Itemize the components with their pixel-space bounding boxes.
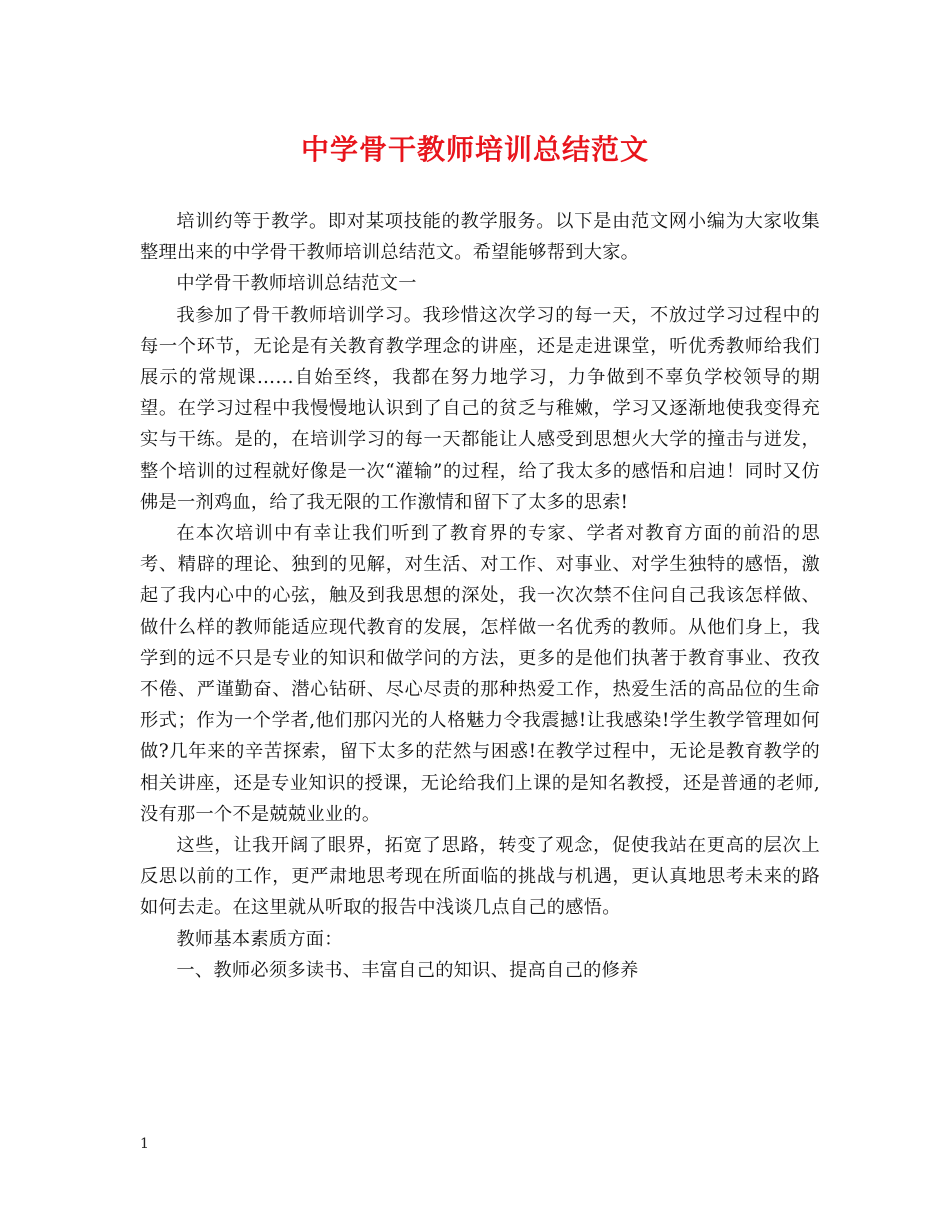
paragraph-intro: 培训约等于教学。即对某项技能的教学服务。以下是由范文网小编为大家收集整理出来的中学骨干教师培训总结范文。希望能够帮到大家。 bbox=[140, 211, 820, 264]
document-title: 中学骨干教师培训总结范文 bbox=[300, 133, 649, 166]
paragraph-3: 这些，让我开阔了眼界，拓宽了思路，转变了观念，促使我站在更高的层次上反思以前的工作，更严肃地思考现在所面临的挑战与机遇，更认真地思考未来的路如何去走。在这里就从听取的报告中浅谈几点自己的感悟。 bbox=[140, 835, 820, 919]
page-number: 1 bbox=[140, 1136, 149, 1152]
paragraph-2: 在本次培训中有幸让我们听到了教育界的专家、学者对教育方面的前沿的思考、精辟的理论、独到的见解，对生活、对工作、对事业、对学生独特的感悟，激起了我内心中的心弦，触及到我思想的深处，我一次次禁不住问自己我该怎样做、做什么样的教师能适应现代教育的发展，怎样做一名优秀的教师。从他们身上，我学到的远不只是专业的知识和做学问的方法，更多的是他们执著于教育事业、孜孜不倦、严谨勤奋、潜心钻研、尽心尽责的那种热爱工作，热爱生活的高品位的生命形式；作为一个学者,他们那闪光的人格魅力令我震撼!让我感染!学生教学管理如何做?几年来的辛苦探索，留下太多的茫然与困惑!在教学过程中，无论是教育教学的相关讲座，还是专业知识的授课，无论给我们上课的是知名教授，还是普通的老师,没有那一个不是兢兢业业的。 bbox=[140, 523, 820, 825]
section-heading: 中学骨干教师培训总结范文一 bbox=[176, 273, 417, 295]
subsection-heading: 教师基本素质方面： bbox=[176, 928, 343, 950]
document-body bbox=[140, 206, 820, 986]
list-item-heading: 一、教师必须多读书、丰富自己的知识、提高自己的修养 bbox=[176, 959, 639, 981]
paragraph-1: 我参加了骨干教师培训学习。我珍惜这次学习的每一天，不放过学习过程中的每一个环节，无论是有关教育教学理念的讲座，还是走进课堂，听优秀教师给我们展示的常规课……自始至终，我都在努力地学习，力争做到不辜负学校领导的期望。在学习过程中我慢慢地认识到了自己的贫乏与稚嫩，学习又逐渐地使我变得充实与干练。是的，在培训学习的每一天都能让人感受到思想火大学的撞击与迸发，整个培训的过程就好像是一次“灌输”的过程，给了我太多的感悟和启迪！同时又仿佛是一剂鸡血，给了我无限的工作激情和留下了太多的思索! bbox=[140, 304, 820, 513]
